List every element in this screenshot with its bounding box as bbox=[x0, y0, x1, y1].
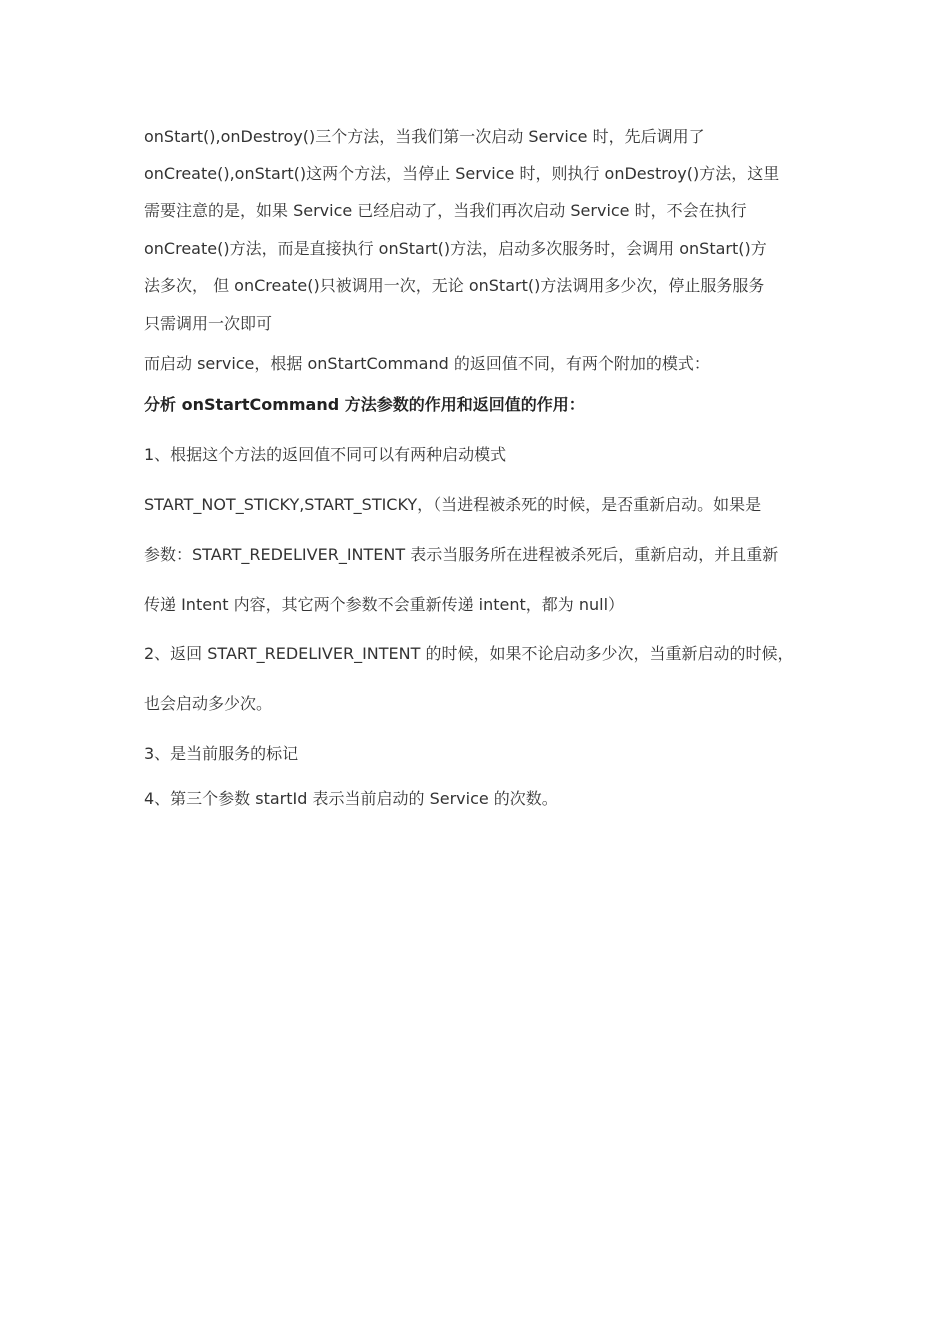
list-item-2: 2、返回 START_REDELIVER_INTENT 的时候，如果不论启动多少次，当重新启动的时候， bbox=[144, 644, 794, 663]
paragraph-line: onCreate(),onStart()这两个方法，当停止 Service 时，则执行 onDestroy()方法，这里 bbox=[144, 164, 780, 183]
list-item-3: 3、是当前服务的标记 bbox=[144, 744, 299, 763]
paragraph-startmodes: 而启动 service，根据 onStartCommand 的返回值不同，有两个附加的模式： bbox=[144, 354, 710, 373]
list-item-1-detail: 传递 Intent 内容，其它两个参数不会重新传递 intent，都为 null） bbox=[144, 595, 625, 614]
list-item-4: 4、第三个参数 startId 表示当前启动的 Service 的次数。 bbox=[144, 789, 558, 808]
list-item-2-cont: 也会启动多少次。 bbox=[144, 694, 273, 713]
list-item-1: 1、根据这个方法的返回值不同可以有两种启动模式 bbox=[144, 445, 507, 464]
paragraph-line: onStart(),onDestroy()三个方法，当我们第一次启动 Service 时，先后调用了 bbox=[144, 127, 705, 146]
list-item-1-detail: START_NOT_STICKY,START_STICKY，（当进程被杀死的时候，是否重新启动。如果是 bbox=[144, 495, 762, 514]
section-heading: 分析 onStartCommand 方法参数的作用和返回值的作用： bbox=[144, 395, 585, 414]
paragraph-line: 只需调用一次即可 bbox=[144, 314, 273, 333]
paragraph-line: onCreate()方法，而是直接执行 onStart()方法，启动多次服务时，会调用 onStart()方 bbox=[144, 239, 767, 258]
list-item-1-detail: 参数：START_REDELIVER_INTENT 表示当服务所在进程被杀死后，重新启动，并且重新 bbox=[144, 545, 779, 564]
paragraph-line: 法多次， 但 onCreate()只被调用一次，无论 onStart()方法调用多少次，停止服务服务 bbox=[144, 276, 765, 295]
paragraph-line: 需要注意的是，如果 Service 已经启动了，当我们再次启动 Service 时，不会在执行 bbox=[144, 201, 747, 220]
